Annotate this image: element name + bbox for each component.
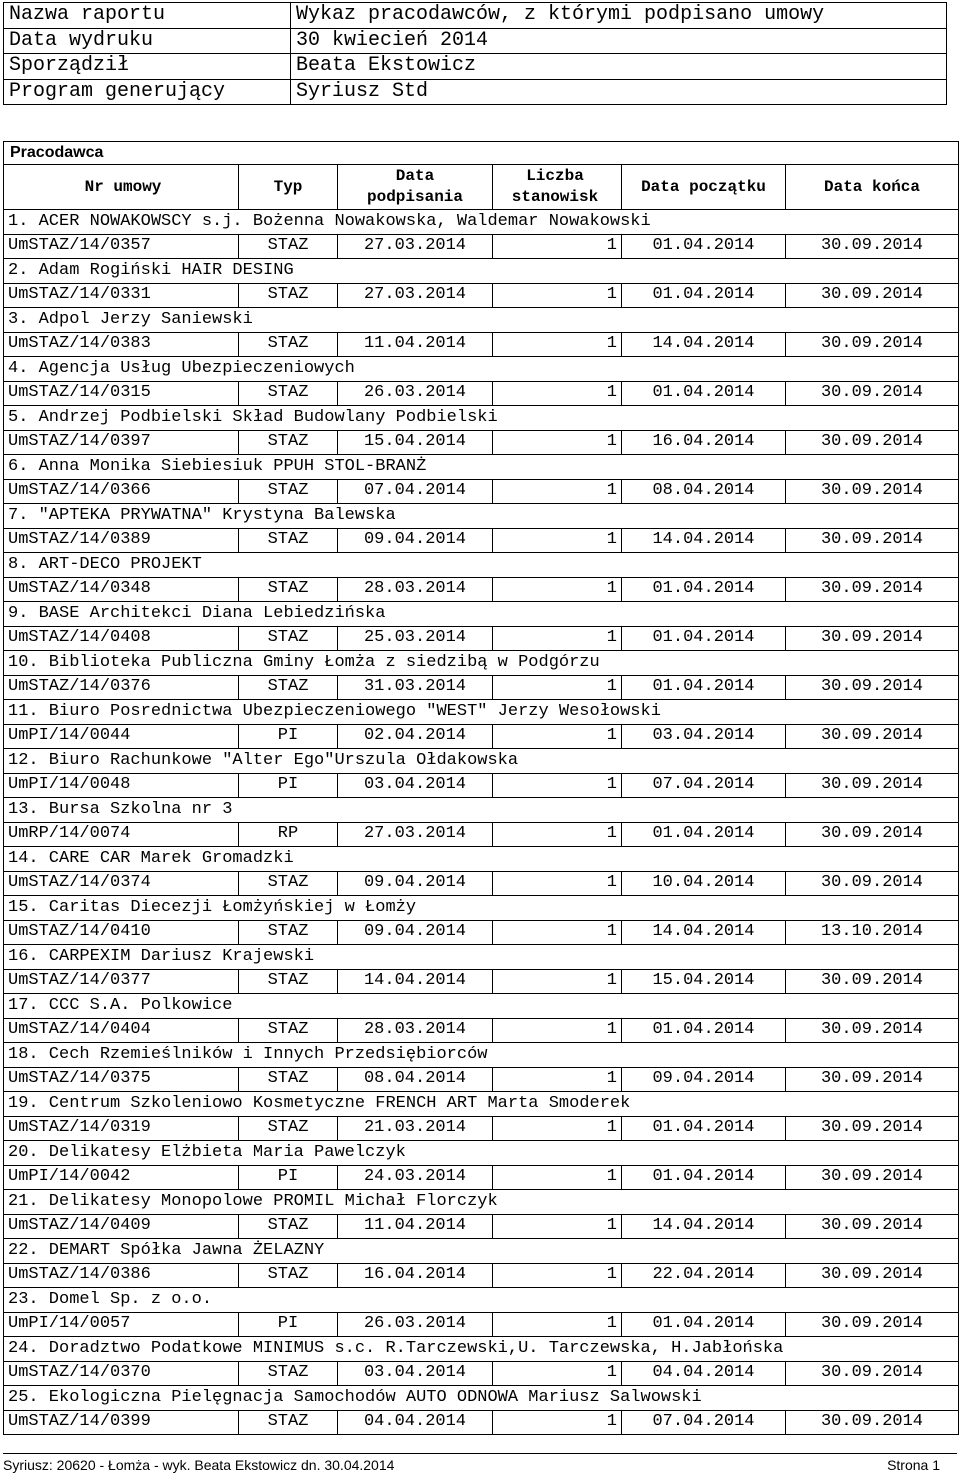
start-date: 01.04.2014 (622, 577, 786, 602)
agreement-row (4, 1263, 959, 1288)
positions-count: 1 (493, 1361, 622, 1386)
start-date: 01.04.2014 (622, 1116, 786, 1141)
page-footer (3, 1453, 957, 1476)
report-info-value: 30 kwiecień 2014 (291, 28, 947, 54)
employer-name: 23. Domel Sp. z o.o. (4, 1288, 959, 1313)
signing-date: 28.03.2014 (338, 1018, 493, 1043)
employer-name: 14. CARE CAR Marek Gromadzki (4, 847, 959, 872)
employer-name: 18. Cech Rzemieślników i Innych Przedsiębiorców (4, 1043, 959, 1068)
agreement-type: STAZ (239, 381, 338, 406)
footer-info: Syriusz: 20620 - Łomża - wyk. Beata Ekstowicz dn. 30.04.2014 (3, 1457, 395, 1473)
agreement-row (4, 822, 959, 847)
positions-count: 1 (493, 626, 622, 651)
col-header-nr: Nr umowy (4, 165, 239, 210)
end-date: 30.09.2014 (786, 626, 959, 651)
col-header-liczba-line2: stanowisk (511, 188, 599, 206)
positions-count: 1 (493, 1018, 622, 1043)
signing-date: 08.04.2014 (338, 1067, 493, 1092)
signing-date: 24.03.2014 (338, 1165, 493, 1190)
agreement-row (4, 1018, 959, 1043)
signing-date: 25.03.2014 (338, 626, 493, 651)
col-header-liczba-line1: Liczba (526, 167, 584, 185)
employer-row (4, 1337, 959, 1362)
employer-name: 25. Ekologiczna Pielęgnacja Samochodów AUTO ODNOWA Mariusz Salwowski (4, 1386, 959, 1411)
agreement-row (4, 577, 959, 602)
employer-row (4, 1239, 959, 1264)
positions-count: 1 (493, 1214, 622, 1239)
employer-name: 17. CCC S.A. Polkowice (4, 994, 959, 1019)
start-date: 01.04.2014 (622, 283, 786, 308)
start-date: 14.04.2014 (622, 1214, 786, 1239)
employer-name: 12. Biuro Rachunkowe "Alter Ego"Urszula Ołdakowska (4, 749, 959, 774)
end-date: 30.09.2014 (786, 1018, 959, 1043)
agreement-row (4, 1312, 959, 1337)
agreement-row (4, 1116, 959, 1141)
end-date: 30.09.2014 (786, 1312, 959, 1337)
end-date: 30.09.2014 (786, 381, 959, 406)
agreement-row (4, 381, 959, 406)
table-caption: Pracodawca (4, 142, 959, 165)
positions-count: 1 (493, 234, 622, 259)
end-date: 30.09.2014 (786, 773, 959, 798)
report-info-label: Sporządził (4, 54, 291, 80)
agreement-number: UmSTAZ/14/0397 (4, 430, 239, 455)
positions-count: 1 (493, 773, 622, 798)
end-date: 30.09.2014 (786, 822, 959, 847)
end-date: 30.09.2014 (786, 1067, 959, 1092)
agreement-type: PI (239, 724, 338, 749)
report-info-row (4, 28, 947, 54)
employer-name: 1. ACER NOWAKOWSCY s.j. Bożenna Nowakowska, Waldemar Nowakowski (4, 210, 959, 235)
start-date: 14.04.2014 (622, 920, 786, 945)
positions-count: 1 (493, 920, 622, 945)
signing-date: 03.04.2014 (338, 773, 493, 798)
table-caption-row (4, 142, 959, 165)
agreement-type: STAZ (239, 1214, 338, 1239)
employer-name: 22. DEMART Spółka Jawna ŻELAZNY (4, 1239, 959, 1264)
positions-count: 1 (493, 332, 622, 357)
report-info-value: Wykaz pracodawców, z którymi podpisano umowy (291, 3, 947, 29)
agreement-number: UmPI/14/0044 (4, 724, 239, 749)
start-date: 01.04.2014 (622, 1165, 786, 1190)
agreement-row (4, 773, 959, 798)
employer-name: 9. BASE Architekci Diana Lebiedzińska (4, 602, 959, 627)
col-header-liczba (493, 165, 622, 210)
start-date: 15.04.2014 (622, 969, 786, 994)
employer-row (4, 308, 959, 333)
positions-count: 1 (493, 1067, 622, 1092)
positions-count: 1 (493, 430, 622, 455)
employer-row (4, 602, 959, 627)
employer-name: 21. Delikatesy Monopolowe PROMIL Michał Florczyk (4, 1190, 959, 1215)
agreement-type: STAZ (239, 1263, 338, 1288)
employer-row (4, 1386, 959, 1411)
signing-date: 27.03.2014 (338, 234, 493, 259)
start-date: 09.04.2014 (622, 1067, 786, 1092)
report-info-row (4, 54, 947, 80)
signing-date: 27.03.2014 (338, 822, 493, 847)
end-date: 30.09.2014 (786, 283, 959, 308)
agreement-row (4, 871, 959, 896)
end-date: 30.09.2014 (786, 1165, 959, 1190)
start-date: 01.04.2014 (622, 626, 786, 651)
agreement-row (4, 626, 959, 651)
employer-row (4, 1288, 959, 1313)
end-date: 30.09.2014 (786, 969, 959, 994)
positions-count: 1 (493, 479, 622, 504)
start-date: 14.04.2014 (622, 528, 786, 553)
agreement-row (4, 724, 959, 749)
employer-row (4, 357, 959, 382)
agreement-row (4, 920, 959, 945)
agreement-number: UmSTAZ/14/0383 (4, 332, 239, 357)
agreement-row (4, 969, 959, 994)
agreement-type: STAZ (239, 1410, 338, 1435)
agreement-row (4, 1067, 959, 1092)
signing-date: 09.04.2014 (338, 920, 493, 945)
end-date: 30.09.2014 (786, 675, 959, 700)
agreement-number: UmPI/14/0042 (4, 1165, 239, 1190)
employer-row (4, 847, 959, 872)
end-date: 30.09.2014 (786, 577, 959, 602)
positions-count: 1 (493, 1165, 622, 1190)
col-header-typ: Typ (239, 165, 338, 210)
positions-count: 1 (493, 1116, 622, 1141)
positions-count: 1 (493, 675, 622, 700)
employer-name: 15. Caritas Diecezji Łomżyńskiej w Łomży (4, 896, 959, 921)
agreement-row (4, 528, 959, 553)
start-date: 01.04.2014 (622, 675, 786, 700)
agreement-number: UmSTAZ/14/0399 (4, 1410, 239, 1435)
employer-name: 13. Bursa Szkolna nr 3 (4, 798, 959, 823)
agreement-type: PI (239, 773, 338, 798)
employer-row (4, 896, 959, 921)
agreement-type: STAZ (239, 871, 338, 896)
employer-name: 4. Agencja Usług Ubezpieczeniowych (4, 357, 959, 382)
agreement-number: UmSTAZ/14/0357 (4, 234, 239, 259)
start-date: 01.04.2014 (622, 1018, 786, 1043)
signing-date: 02.04.2014 (338, 724, 493, 749)
positions-count: 1 (493, 577, 622, 602)
agreement-number: UmSTAZ/14/0386 (4, 1263, 239, 1288)
agreement-row (4, 479, 959, 504)
end-date: 30.09.2014 (786, 528, 959, 553)
signing-date: 14.04.2014 (338, 969, 493, 994)
agreement-type: PI (239, 1312, 338, 1337)
employer-row (4, 798, 959, 823)
signing-date: 03.04.2014 (338, 1361, 493, 1386)
start-date: 22.04.2014 (622, 1263, 786, 1288)
agreement-type: STAZ (239, 234, 338, 259)
employer-row (4, 1141, 959, 1166)
end-date: 30.09.2014 (786, 1263, 959, 1288)
employer-row (4, 259, 959, 284)
end-date: 30.09.2014 (786, 1116, 959, 1141)
agreement-number: UmSTAZ/14/0370 (4, 1361, 239, 1386)
start-date: 01.04.2014 (622, 1312, 786, 1337)
employer-name: 11. Biuro Posrednictwa Ubezpieczeniowego "WEST" Jerzy Wesołowski (4, 700, 959, 725)
employers-table (3, 141, 959, 1435)
agreement-number: UmSTAZ/14/0376 (4, 675, 239, 700)
employer-row (4, 406, 959, 431)
agreement-number: UmSTAZ/14/0319 (4, 1116, 239, 1141)
col-header-data-podpisania (338, 165, 493, 210)
agreement-row (4, 234, 959, 259)
positions-count: 1 (493, 724, 622, 749)
employer-row (4, 1043, 959, 1068)
start-date: 01.04.2014 (622, 822, 786, 847)
agreement-type: STAZ (239, 920, 338, 945)
end-date: 30.09.2014 (786, 234, 959, 259)
employer-row (4, 700, 959, 725)
start-date: 07.04.2014 (622, 773, 786, 798)
employer-name: 7. "APTEKA PRYWATNA" Krystyna Balewska (4, 504, 959, 529)
report-info-value: Syriusz Std (291, 79, 947, 105)
agreement-type: STAZ (239, 1067, 338, 1092)
employer-name: 24. Doradztwo Podatkowe MINIMUS s.c. R.Tarczewski,U. Tarczewska, H.Jabłońska (4, 1337, 959, 1362)
signing-date: 04.04.2014 (338, 1410, 493, 1435)
employer-name: 19. Centrum Szkoleniowo Kosmetyczne FRENCH ART Marta Smoderek (4, 1092, 959, 1117)
agreement-type: STAZ (239, 1361, 338, 1386)
agreement-number: UmSTAZ/14/0404 (4, 1018, 239, 1043)
report-info-row (4, 3, 947, 29)
start-date: 08.04.2014 (622, 479, 786, 504)
page-number: Strona 1 (887, 1457, 940, 1473)
employer-row (4, 994, 959, 1019)
signing-date: 09.04.2014 (338, 528, 493, 553)
col-header-data-poczatku: Data początku (622, 165, 786, 210)
positions-count: 1 (493, 1312, 622, 1337)
start-date: 14.04.2014 (622, 332, 786, 357)
positions-count: 1 (493, 1263, 622, 1288)
employer-name: 2. Adam Rogiński HAIR DESING (4, 259, 959, 284)
start-date: 03.04.2014 (622, 724, 786, 749)
agreement-type: RP (239, 822, 338, 847)
employer-row (4, 749, 959, 774)
agreement-number: UmSTAZ/14/0409 (4, 1214, 239, 1239)
agreement-row (4, 283, 959, 308)
agreement-type: STAZ (239, 626, 338, 651)
report-info-value: Beata Ekstowicz (291, 54, 947, 80)
agreement-type: STAZ (239, 479, 338, 504)
signing-date: 26.03.2014 (338, 381, 493, 406)
agreement-number: UmRP/14/0074 (4, 822, 239, 847)
end-date: 30.09.2014 (786, 1214, 959, 1239)
end-date: 30.09.2014 (786, 871, 959, 896)
agreement-type: STAZ (239, 969, 338, 994)
report-info-table (3, 2, 947, 105)
positions-count: 1 (493, 528, 622, 553)
positions-count: 1 (493, 969, 622, 994)
agreement-type: STAZ (239, 430, 338, 455)
agreement-number: UmPI/14/0048 (4, 773, 239, 798)
employer-row (4, 945, 959, 970)
agreement-row (4, 1361, 959, 1386)
start-date: 07.04.2014 (622, 1410, 786, 1435)
agreement-type: STAZ (239, 528, 338, 553)
agreement-type: STAZ (239, 283, 338, 308)
column-header-row (4, 165, 959, 210)
employer-name: 8. ART-DECO PROJEKT (4, 553, 959, 578)
signing-date: 31.03.2014 (338, 675, 493, 700)
employer-row (4, 1190, 959, 1215)
start-date: 10.04.2014 (622, 871, 786, 896)
signing-date: 28.03.2014 (338, 577, 493, 602)
col-header-data-konca: Data końca (786, 165, 959, 210)
report-info-row (4, 79, 947, 105)
employer-name: 3. Adpol Jerzy Saniewski (4, 308, 959, 333)
end-date: 30.09.2014 (786, 1361, 959, 1386)
agreement-number: UmSTAZ/14/0348 (4, 577, 239, 602)
agreement-number: UmSTAZ/14/0374 (4, 871, 239, 896)
employer-row (4, 553, 959, 578)
employer-name: 6. Anna Monika Siebiesiuk PPUH STOL-BRANŻ (4, 455, 959, 480)
agreement-row (4, 1165, 959, 1190)
start-date: 01.04.2014 (622, 381, 786, 406)
employer-row (4, 210, 959, 235)
agreement-row (4, 1214, 959, 1239)
agreement-number: UmSTAZ/14/0389 (4, 528, 239, 553)
signing-date: 09.04.2014 (338, 871, 493, 896)
signing-date: 15.04.2014 (338, 430, 493, 455)
report-info-label: Nazwa raportu (4, 3, 291, 29)
employer-row (4, 455, 959, 480)
signing-date: 11.04.2014 (338, 332, 493, 357)
agreement-row (4, 430, 959, 455)
positions-count: 1 (493, 283, 622, 308)
agreement-row (4, 675, 959, 700)
agreement-number: UmSTAZ/14/0375 (4, 1067, 239, 1092)
end-date: 30.09.2014 (786, 332, 959, 357)
agreement-row (4, 1410, 959, 1435)
agreement-number: UmSTAZ/14/0331 (4, 283, 239, 308)
agreement-number: UmSTAZ/14/0410 (4, 920, 239, 945)
employer-name: 10. Biblioteka Publiczna Gminy Łomża z siedzibą w Podgórzu (4, 651, 959, 676)
agreement-number: UmSTAZ/14/0366 (4, 479, 239, 504)
agreement-number: UmSTAZ/14/0408 (4, 626, 239, 651)
positions-count: 1 (493, 1410, 622, 1435)
agreement-type: STAZ (239, 577, 338, 602)
agreement-number: UmSTAZ/14/0315 (4, 381, 239, 406)
signing-date: 21.03.2014 (338, 1116, 493, 1141)
agreement-type: STAZ (239, 1116, 338, 1141)
signing-date: 27.03.2014 (338, 283, 493, 308)
positions-count: 1 (493, 871, 622, 896)
start-date: 01.04.2014 (622, 234, 786, 259)
agreement-type: STAZ (239, 332, 338, 357)
end-date: 13.10.2014 (786, 920, 959, 945)
signing-date: 11.04.2014 (338, 1214, 493, 1239)
agreement-number: UmSTAZ/14/0377 (4, 969, 239, 994)
agreement-number: UmPI/14/0057 (4, 1312, 239, 1337)
employer-name: 20. Delikatesy Elżbieta Maria Pawelczyk (4, 1141, 959, 1166)
employer-name: 5. Andrzej Podbielski Skład Budowlany Podbielski (4, 406, 959, 431)
end-date: 30.09.2014 (786, 724, 959, 749)
agreement-type: PI (239, 1165, 338, 1190)
signing-date: 16.04.2014 (338, 1263, 493, 1288)
positions-count: 1 (493, 381, 622, 406)
positions-count: 1 (493, 822, 622, 847)
signing-date: 26.03.2014 (338, 1312, 493, 1337)
end-date: 30.09.2014 (786, 1410, 959, 1435)
agreement-type: STAZ (239, 675, 338, 700)
report-info-label: Data wydruku (4, 28, 291, 54)
employer-row (4, 1092, 959, 1117)
end-date: 30.09.2014 (786, 479, 959, 504)
start-date: 04.04.2014 (622, 1361, 786, 1386)
employer-row (4, 651, 959, 676)
employer-row (4, 504, 959, 529)
employer-name: 16. CARPEXIM Dariusz Krajewski (4, 945, 959, 970)
col-header-data-podpisania-line1: Data (395, 167, 435, 185)
col-header-data-podpisania-line2: podpisania (366, 188, 463, 206)
agreement-row (4, 332, 959, 357)
end-date: 30.09.2014 (786, 430, 959, 455)
report-info-label: Program generujący (4, 79, 291, 105)
signing-date: 07.04.2014 (338, 479, 493, 504)
agreement-type: STAZ (239, 1018, 338, 1043)
start-date: 16.04.2014 (622, 430, 786, 455)
